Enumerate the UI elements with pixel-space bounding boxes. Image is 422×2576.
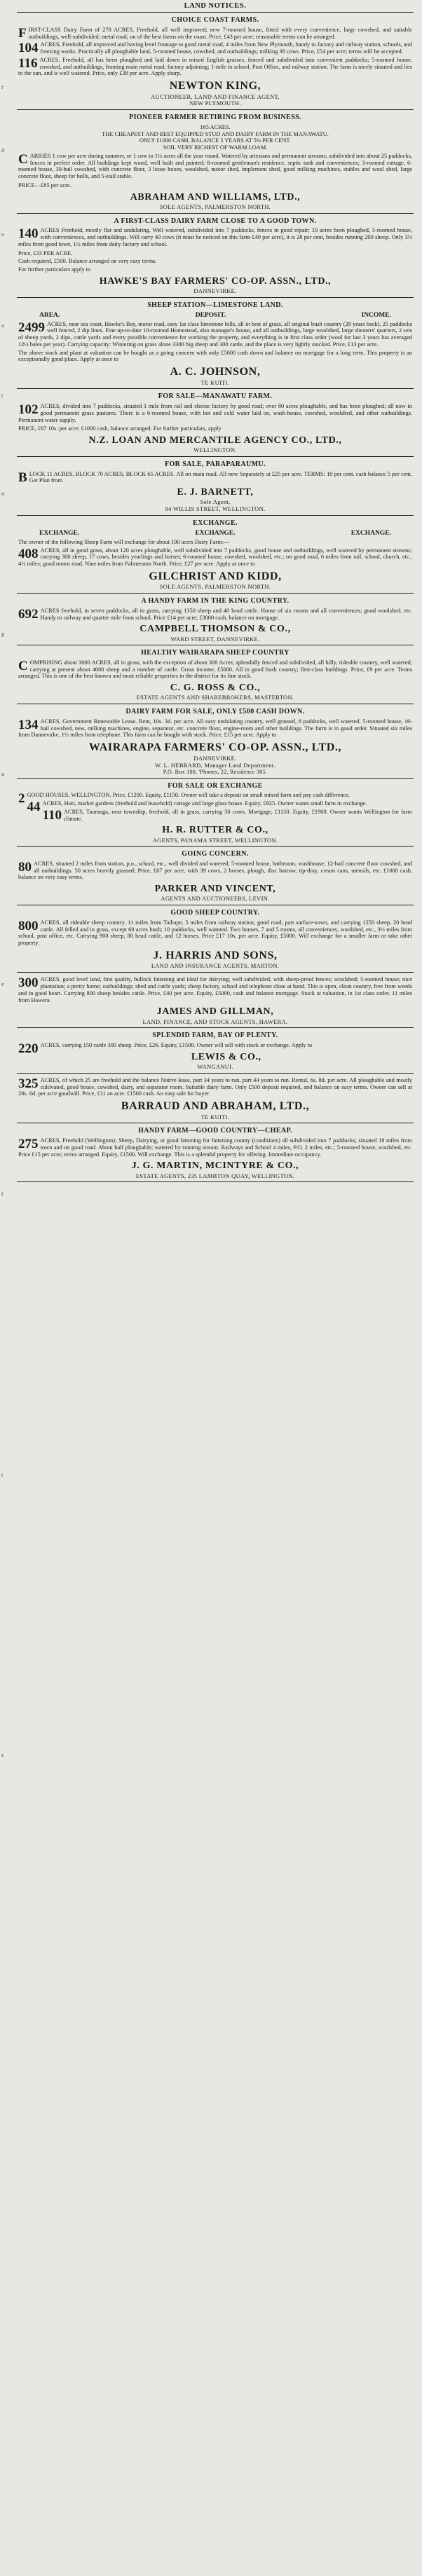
ad-agent-title: ESTATE AGENTS AND SHAREBROKERS, MASTERTON. <box>136 694 294 701</box>
ad-heading: SPLENDID FARM, BAY OF PLENTY. <box>152 1032 278 1040</box>
ad-price: PRICE, £67 10s. per acre; £1000 cash, balance arranged. For further particulars, apply <box>18 425 222 432</box>
land-ad <box>17 1074 414 1124</box>
gutter-mark: e <box>1 981 4 987</box>
ad-body-text: ACRES, Freehold, all has been ploughed and laid down in mixed English grasses, fenced and subdivided into convenient paddocks; 5-roomed house, cowshed, and outbuildings, fronting main metal road; factory adjoining; 1-mile to school, Post Office, and railway station. The farm is nicely situated and lies to the sun, and is well watered. Price, only £38 per acre. Apply sharp. <box>18 56 412 77</box>
gutter-mark: t <box>1 1472 4 1478</box>
gutter-mark: e <box>1 1752 4 1758</box>
ad-agent-name: JAMES AND GILLMAN, <box>156 1006 274 1018</box>
ad-agent-title: DANNEVIRKE. <box>193 287 237 295</box>
ad-price: PRICE—£85 per acre. <box>18 181 72 189</box>
ad-body-text: ACRES Freehold, mostly flat and undulating. Well watered, subdivided into 7 paddocks, fences in good repair; 10 acres been ploughed, 5-roomed house, with conveniences, and outbuildings. Will carry 40 cows (it must be noticed on this farm £40 per acre), it is 28 per cent, besides running 200 sheep. Only 3½ miles from good town, 1½ miles from dairy factory and school. <box>18 227 412 247</box>
land-ad <box>17 13 414 110</box>
ad-agent-name: PARKER AND VINCENT, <box>154 884 276 895</box>
land-ad <box>17 457 414 516</box>
ad-agent-name: N.Z. LOAN AND MERCANTILE AGENCY CO., LTD., <box>88 435 342 446</box>
land-ad <box>17 298 414 390</box>
ad-column-label: DEPOSIT. <box>195 311 226 319</box>
ad-terms: Cash required, £500. Balance arranged on very easy terms. <box>18 258 157 265</box>
ad-agent-name: E. J. BARNETT, <box>177 487 254 498</box>
ad-agent-name: J. HARRIS AND SONS, <box>153 949 278 961</box>
ad-lead-figure: 2 <box>18 791 25 807</box>
ad-body-text: ACRES, Freehold, all improved and having level frontage to good metal road, 4 miles from New Plymouth, handy to factory and railway station, schools, and freezing works. Practically all ploughable land, 5-roomed house, cowshed, and outbuildings; milking 38 cows. Price, £54 per acre; terms will be accepted. <box>40 41 412 55</box>
ad-agent-title: SOLE AGENTS, PALMERSTON NORTH. <box>159 203 271 210</box>
ad-agent-title: TE KUITI. <box>200 378 230 386</box>
ad-further: For further particulars apply to <box>18 266 91 273</box>
ad-heading: FOR SALE, PARAPARAUMU. <box>165 460 266 469</box>
ad-lead-figure: 104 <box>18 41 39 56</box>
ad-body-text: OMPRISING about 3000 ACRES, all in grass, with the exception of about 300 Acres; splendidly fenced and subdivided, all hilly, rideable country, well watered; carrying at present about 4000 sheep and a number of cattle. Gross income, £5000. All in good bush country; first-class buildings. Price, £9 per acre. Terms arranged. This is one of the best-known and most reliable properties in the district for its fine stock. <box>18 659 412 680</box>
gutter-mark: u <box>1 771 4 777</box>
land-ad <box>17 594 414 645</box>
ad-agent-extra: P.O. Box 100. 'Phones, 22, Residence 385. <box>163 769 268 776</box>
ad-paragraph <box>18 227 412 247</box>
ad-heading: SHEEP STATION—LIMESTONE LAND. <box>147 301 283 309</box>
ad-agent-title: AGENTS, PANAMA STREET, WELLINGTON. <box>152 836 278 844</box>
ad-paragraph <box>18 919 412 947</box>
ad-lead-figure: F <box>18 25 27 41</box>
ad-paragraph <box>18 976 412 1003</box>
ad-body-text: ACRES, good level land, first quality, bullock fattening and ideal for dairying; well subdivided, with sheep-proof fences; woolshed; 5-roomed house; nice plantation; a pretty home; outbuildings; shed and cattle yards; sheep factory, school and telephone close at hand. This is open, clean country, free from weeds and in good heart. Carrying 800 sheep besides cattle. Price, £40 per acre. Equity, £5000, cash and balance mortgage. Stock at valuation, in 1st class order. 11 miles from Hawera. <box>18 976 412 1003</box>
ad-heading: CHOICE COAST FARMS. <box>171 16 259 25</box>
ad-agent-name: ABRAHAM AND WILLIAMS, LTD., <box>130 191 301 203</box>
ad-paragraph <box>18 57 412 77</box>
ad-lead-figure: 408 <box>18 546 39 561</box>
ad-heading: FOR SALE OR EXCHANGE <box>168 781 263 790</box>
ad-paragraph <box>18 1077 412 1097</box>
ad-column-labels <box>18 530 412 537</box>
ad-agent-title: SOLE AGENTS, PALMERSTON NORTH. <box>159 583 271 591</box>
ad-lead-figure: 110 <box>42 807 62 823</box>
ad-body-text: ACRES, all in good grass, about 120 acres ploughable, well subdivided into 7 paddocks, good house and outbuildings, well watered by permanent streams; carrying 300 sheep, 17 cows, besides yearlings and horses; 6-roomed house, cowshed, woolshed, etc.; on good road, 6 miles from rail, school, church, etc., 4½ miles; good motor road. Nine miles from Palmerston North. Price, £27 per acre. Apply at once to <box>18 547 412 568</box>
ad-column-labels <box>18 312 412 320</box>
ad-body-text: ACRES, carrying 150 cattle 300 sheep. Price, £26. Equity, £1500. Owner will sell with stock or exchange. Apply to <box>40 1041 313 1048</box>
masthead: LAND NOTICES. <box>17 0 414 13</box>
ad-headline-line: SOIL VERY RICHEST OF WARM LOAM. <box>163 144 268 151</box>
ad-paragraph <box>18 1041 412 1056</box>
land-ad <box>17 110 414 213</box>
gutter-mark: t <box>1 392 4 399</box>
ad-agent-name: CAMPBELL THOMSON & CO., <box>139 624 291 635</box>
ad-agent-title: LAND, FINANCE, AND STOCK AGENTS, HAWERA. <box>142 1018 288 1025</box>
ad-heading: GOING CONCERN. <box>182 850 249 858</box>
ad-agent-place: NEW PLYMOUTH. <box>189 100 241 107</box>
ad-agent-name: HAWKE'S BAY FARMERS' CO-OP. ASSN., LTD., <box>99 275 332 287</box>
ad-paragraph <box>18 659 412 680</box>
ad-heading: DAIRY FARM FOR SALE, ONLY £500 CASH DOWN. <box>125 708 305 716</box>
ad-agent-name: H. R. RUTTER & CO., <box>162 825 268 836</box>
land-ad <box>17 847 414 905</box>
land-ad <box>17 973 414 1028</box>
ad-body-text: ACRES, Government Renewable Lease. Rent, 10s. 3d. per acre. All easy undulating country, well grassed, 8 paddocks, well watered. 5-roomed house, 16-bail cowshed, new, milking machines, engine, separator, etc. concrete floor, engine-room and other buildings. The farm is in good order. Situated six miles from Dannevirke, 1½ miles from telephone. This farm can be bought with stock. Price, £15 per acre. Apply to <box>18 718 412 739</box>
ad-agent-name: A. C. JOHNSON, <box>170 366 261 378</box>
ad-body-text: ACRES, Tauranga, near township, freehold, all in grass, carrying 50 cows. Mortgage, £1150. Equity, £1900. Owner wants Wellington for farm climate. <box>63 808 412 822</box>
land-ad <box>17 645 414 704</box>
gutter-mark: r <box>1 84 4 90</box>
land-ad <box>17 1028 414 1073</box>
ad-lead-figure: 2499 <box>18 320 45 335</box>
ad-body-text: IRST-CLASS Dairy Farm of 270 ACRES, Freehold, all well improved; new 7-roomed house, fitted with every convenience, large cowshed, and suitable outbuildings, well-subdivided; metal road; on of the best farms on the coast. Price, £43 per acre; reasonable terms can be arranged. <box>28 26 412 40</box>
ad-column-label: EXCHANGE. <box>39 529 80 537</box>
gutter-mark: o <box>1 231 4 238</box>
land-ad <box>17 704 414 778</box>
gutter-mark: d <box>1 147 4 153</box>
ad-lead-figure: 800 <box>18 918 39 933</box>
ad-lead-figure: 102 <box>18 402 39 418</box>
ad-lead-figure: 80 <box>18 859 32 875</box>
ad-paragraph <box>18 153 412 180</box>
ad-agent-title: Sole Agent, <box>200 498 231 506</box>
ad-agent-name: J. G. MARTIN, MCINTYRE & CO., <box>131 1160 299 1172</box>
ad-paragraph <box>18 718 412 739</box>
ad-heading: FOR SALE—MANAWATU FARM. <box>158 392 273 401</box>
gutter-mark: n <box>1 491 4 497</box>
ad-lead-figure: 44 <box>27 800 41 815</box>
ad-heading: A FIRST-CLASS DAIRY FARM CLOSE TO A GOOD TOWN. <box>114 217 317 225</box>
ad-heading: GOOD SHEEP COUNTRY. <box>170 909 260 917</box>
ad-paragraph <box>18 321 412 348</box>
ad-headline-line: 165 ACRES. <box>200 123 231 130</box>
land-ad <box>17 1123 414 1182</box>
land-ad <box>17 389 414 457</box>
gutter-mark: a <box>1 322 4 329</box>
ad-paragraph <box>18 547 412 568</box>
ad-lead-figure: B <box>18 470 27 485</box>
ad-agent-name: BARRAUD AND ABRAHAM, LTD., <box>121 1100 310 1113</box>
ad-paragraph <box>18 27 412 41</box>
land-ad <box>17 516 414 594</box>
ad-lead-figure: 300 <box>18 975 39 991</box>
ad-paragraph <box>18 809 412 823</box>
ad-agent-title: AUCTIONEER, LAND AND FINANCE AGENT, <box>151 93 280 100</box>
ad-column-label: INCOME. <box>361 311 391 319</box>
ad-agent-title: ESTATE AGENTS, 235 LAMBTON QUAY, WELLINGTON. <box>135 1172 295 1179</box>
ad-paragraph <box>18 403 412 423</box>
ad-heading: EXCHANGE. <box>193 519 238 528</box>
gutter-mark: l <box>1 1191 4 1198</box>
ad-agent-title: WELLINGTON. <box>193 446 237 454</box>
ad-heading: HEALTHY WAIRARAPA SHEEP COUNTRY <box>141 649 290 657</box>
ad-paragraph <box>18 608 412 622</box>
ad-paragraph <box>18 539 412 546</box>
ad-body-text: The owner of the following Sheep Farm will exchange for about 100 acres Dairy Farm:— <box>18 538 230 545</box>
ad-column-label: AREA. <box>39 311 60 319</box>
ad-body-text: ACRES, all rideable sheep country. 11 miles from Taihape, 5 miles from railway station; good road, part surface-sown, and carrying 1250 sheep, 20 head cattle. All felled and in grass, except 60 acres bush; 10 paddocks, well watered. Two houses, 7 and 5 rooms, all conveniences, woolshed, etc., 3½ miles from school, post office, etc. Carrying 900 sheep, 80 head cattle, and 12 horses. Price £17 10s. per acre. Equity, £5000. Will exchange for a smaller farm or take other property. <box>18 919 412 947</box>
ad-paragraph <box>18 861 412 881</box>
advertisements <box>17 13 414 1182</box>
ad-heading: HANDY FARM—GOOD COUNTRY—CHEAP. <box>138 1127 292 1135</box>
ad-headline-line: THE CHEAPEST AND BEST EQUIPPED STUD AND DAIRY FARM IN THE MANAWATU. <box>102 130 329 137</box>
ad-agent-title: DANNEVIRKE. <box>193 754 237 762</box>
ad-lead-figure: 220 <box>18 1041 39 1056</box>
ad-lead-figure: C <box>18 658 28 673</box>
gutter-mark: g <box>1 631 4 637</box>
ad-agent-title: WANGANUI. <box>197 1062 233 1070</box>
ad-agent-title: WARD STREET, DANNEVIRKE. <box>170 635 260 643</box>
ad-heading: A HANDY FARM IN THE KING COUNTRY. <box>141 597 290 605</box>
ad-paragraph <box>18 41 412 55</box>
ad-body-text: ACRES, situated 2 miles from station, p.o., school, etc., well divided and watered, 5-roomed house, bathroom, washhouse, 12-bail concrete floor cowshed, and all outbuildings. 50 acres heavily grassed; Price, £67 per acre, with 39 cows, 2 horses, plough, disc harrow, tip-dray, cream cans, utensils, etc. £1000 cash, balance on very easy terms. <box>18 860 412 881</box>
land-ad <box>17 905 414 973</box>
ad-lead-figure: 140 <box>18 226 39 242</box>
land-notices-column <box>17 0 414 1182</box>
ad-heading: PIONEER FARMER RETIRING FROM BUSINESS. <box>129 114 301 122</box>
ad-body-text: GOOD HOUSES, WELLINGTON. Price, £1200. Equity, £1150. Owner will take a deposit on small mixed farm and pay cash difference. <box>27 792 350 799</box>
ad-body-text: The above stock and plant at valuation can be bought as a going concern with only £5000 cash down and balance on mortgage for a long term. This property is an exceptionally good place. Apply at once to <box>18 349 412 363</box>
ad-agent-title: LAND AND INSURANCE AGENTS, MARTON. <box>151 962 280 970</box>
ad-agent-name: GILCHRIST AND KIDD, <box>149 570 282 582</box>
ad-paragraph <box>18 471 412 485</box>
ad-lead-figure: 325 <box>18 1076 39 1091</box>
ad-lead-figure: 692 <box>18 606 39 622</box>
ad-agent-title: TE KUITI. <box>200 1113 230 1121</box>
ad-body-text: ACRES, Freehold (Wellington); Sheep, Dairying, or good fattening for fattening county (conditions) all subdivided into 7 paddocks; situated 18 miles from town and on good road. About half ploughable; watered by running stream. Railways and School 4 miles, P.O. 2 miles, etc.; 5-roomed house, woolshed, etc. Price £15 per acre; terms arranged. Equity, £1500. Will exchange. This is a splendid property for offering. Immediate occupancy. <box>18 1137 412 1158</box>
ad-agent-name: C. G. ROSS & CO., <box>170 683 261 694</box>
ad-lead-figure: C <box>18 151 28 167</box>
ad-body-text: ACRES, near sea coast, Hawke's Bay, motor road, easy 1st class limestone hills, all in best of grass, all original bush country (28 years back), 25 paddocks well fenced, 2 dip lines. Fine up-to-date 10-roomed Homestead, also manager's house, and all outbuildings, large woolshed, large shearers' quarters, 2 sets of sheep yards, 2 dips, cattle yards and every possible convenience for working the property, and everything is in first class order (wool for last 3 years has averaged 12½ bales per year). Carrying capacity: Wintering on grass alone 3300 big sheep and 300 cattle, and the place is very lightly stocked. Price, £13 per acre. <box>18 320 412 348</box>
ad-agent-name: WAIRARAPA FARMERS' CO-OP. ASSN., LTD., <box>88 741 342 754</box>
ad-paragraph <box>18 1137 412 1158</box>
ad-body-text: ARRIES 1 cow per acre during summer, or 1 cow to 1½ acres all the year round. Watered by artesians and permanent streams; subdivided into about 25 paddocks, fences in perfect order. All buildings kept wood, well built and painted; 8-roomed gentleman's residence, septic tank and conveniences; 3-roomed cottage, 6-roomed house, 30-bail cowshed, with concrete floor, 3 loose boxes, woolshed, motor shed, implement shed, good milking machines, stables and wool shed, large concrete floor, sheep for bulls, and 5-stall stable. <box>18 152 412 180</box>
ad-agent-name: LEWIS & CO., <box>191 1051 261 1062</box>
land-ad <box>17 779 414 847</box>
ad-lead-figure: 134 <box>18 717 39 732</box>
ad-headline-line: ONLY £1000 CASH, BALANCE 5 YEARS AT 5½ PER CENT. <box>139 137 291 144</box>
land-ad <box>17 214 414 298</box>
ad-body-text: ACRES, divided into 7 paddocks, situated 1 mile from rail and cheese factory by good road; over 80 acres ploughable, and has been ploughed; all now in good permanent grass pastures. There is a 6-roomed house, with hot and cold water laid on, wash-house, cowshed, woolshed, and other outbuildings. Permanent water supply. <box>18 403 412 423</box>
ad-lead-figure: 116 <box>18 55 38 71</box>
ad-lead-figure: 275 <box>18 1137 39 1152</box>
ad-body-text: ACRES freehold, in seven paddocks, all in grass, carrying 1350 sheep and 40 head cattle. House of six rooms and all conveniences; good woolshed, etc. Handy to railway and quarter mile from school. Price £14 per acre; £3000 cash, balance on mortgage. <box>40 607 412 621</box>
ad-column-label: EXCHANGE. <box>195 529 236 537</box>
ad-column-label: EXCHANGE. <box>350 529 391 537</box>
ad-agent-name: NEWTON KING, <box>169 80 261 93</box>
ad-body-text: ACRES, Hutt, market gardens (freehold and leasehold) cottage and large glass house. Equity, £925. Owner wants small farm in exchange. <box>42 800 367 807</box>
ad-agent-title: AGENTS AND AUCTIONEERS, LEVIN. <box>161 895 270 903</box>
ad-body-text: ACRES, of which 25 are freehold and the balance Native lease, part 34 years to run, part 44 years to run. Rental, 6s. 8d. per acre. All ploughable and mostly cultivated, good house, cowshed, dairy, and separator room. Suitable dairy farm. Only £500 deposit required, and balance on easy terms. Owner can sell at 20s. 6d. per acre goodwill. Price, £11 an acre. £1500 cash. An easy sale for buyer. <box>18 1076 412 1097</box>
ad-agent-place: 94 WILLIS STREET, WELLINGTON. <box>165 505 266 513</box>
ad-price: Price, £33 PER ACRE. <box>18 249 73 256</box>
ad-agent-place: W. L. HEBBARD, Manager Land Department. <box>155 761 275 769</box>
ad-body-text: LOCK 11 ACRES, BLOCK 70 ACRES, BLOCK 65 ACRES. All on main road. All now Separately at £25 per acre. TERMS: 10 per cent. cash balance 5 per cent. Get Plan from <box>29 470 412 484</box>
ad-paragraph <box>18 350 412 364</box>
